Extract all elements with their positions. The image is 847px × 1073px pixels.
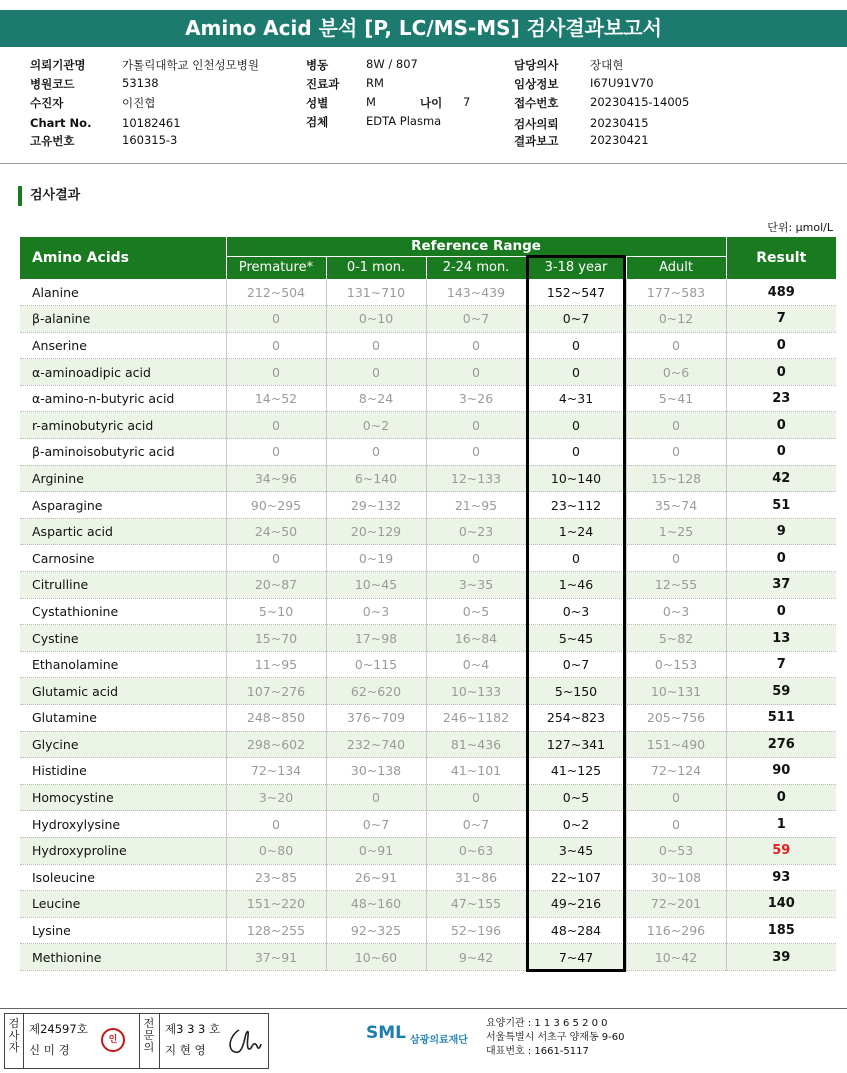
reference-range-cell: 12~55 [626, 572, 726, 599]
reference-range-cell: 0 [226, 306, 326, 333]
info-label-receipt-no: 접수번호 [514, 96, 559, 110]
table-row [20, 518, 836, 545]
reference-range-cell: 0~63 [426, 837, 526, 864]
result-value: 511 [726, 705, 836, 732]
reference-range-cell: 30~108 [626, 864, 726, 891]
reference-range-cell: 0 [626, 545, 726, 572]
reference-range-cell: 62~620 [326, 678, 426, 705]
info-label-department: 진료과 [306, 77, 340, 91]
reference-range-cell: 35~74 [626, 492, 726, 519]
reference-range-cell: 48~284 [526, 917, 626, 944]
info-label-report-date: 결과보고 [514, 134, 559, 148]
results-table [20, 237, 836, 971]
reference-range-cell: 9~42 [426, 944, 526, 971]
info-label-doctor: 담당의사 [514, 58, 559, 72]
reference-range-cell: 0 [526, 545, 626, 572]
reference-range-cell: 0 [426, 784, 526, 811]
table-row [20, 758, 836, 785]
result-value: 0 [726, 412, 836, 439]
reference-range-cell: 29~132 [326, 492, 426, 519]
reference-range-cell: 0~2 [526, 811, 626, 838]
reference-range-cell: 152~547 [526, 279, 626, 306]
reference-range-cell: 298~602 [226, 731, 326, 758]
reference-range-cell: 0 [626, 332, 726, 359]
table-row [20, 332, 836, 359]
table-row [20, 678, 836, 705]
reference-range-cell: 6~140 [326, 465, 426, 492]
table-row [20, 545, 836, 572]
reference-range-cell: 0~4 [426, 651, 526, 678]
result-value: 0 [726, 545, 836, 572]
reference-range-cell: 131~710 [326, 279, 426, 306]
sml-logo-sub: 삼광의료재단 [410, 1035, 468, 1046]
amino-acid-name: α-aminoadipic acid [20, 359, 226, 386]
tester-label: 검사자 [8, 1017, 20, 1054]
info-value-institution: 가톨릭대학교 인천성모병원 [122, 58, 259, 72]
reference-range-cell: 0~153 [626, 651, 726, 678]
reference-range-cell: 1~25 [626, 518, 726, 545]
result-value: 0 [726, 332, 836, 359]
reference-range-cell: 0 [526, 439, 626, 466]
table-row [20, 705, 836, 732]
info-label-sex: 성별 [306, 96, 329, 110]
table-row [20, 891, 836, 918]
amino-acid-name: Histidine [20, 758, 226, 785]
info-label-unique-no: 고유번호 [30, 134, 75, 148]
reference-range-cell: 232~740 [326, 731, 426, 758]
reference-range-cell: 34~96 [226, 465, 326, 492]
reference-range-cell: 48~160 [326, 891, 426, 918]
amino-acid-name: Isoleucine [20, 864, 226, 891]
reference-range-cell: 0 [526, 359, 626, 386]
reference-range-cell: 20~129 [326, 518, 426, 545]
info-value-age: 7 [463, 95, 471, 109]
reference-range-cell: 248~850 [226, 705, 326, 732]
reference-range-cell: 37~91 [226, 944, 326, 971]
reference-range-cell: 0 [326, 332, 426, 359]
result-value: 39 [726, 944, 836, 971]
reference-range-cell: 72~134 [226, 758, 326, 785]
footer [0, 1008, 847, 1070]
col-header-reference-range: Reference Range [226, 237, 726, 256]
amino-acid-name: Methionine [20, 944, 226, 971]
info-value-specimen: EDTA Plasma [366, 114, 442, 128]
reference-range-cell: 52~196 [426, 917, 526, 944]
result-value: 23 [726, 385, 836, 412]
reference-range-cell: 0 [226, 332, 326, 359]
table-row [20, 811, 836, 838]
reference-range-cell: 0 [526, 412, 626, 439]
reference-range-cell: 0~12 [626, 306, 726, 333]
amino-acid-name: Glutamine [20, 705, 226, 732]
reference-range-cell: 0~7 [526, 306, 626, 333]
patient-info [0, 55, 847, 155]
reference-range-cell: 4~31 [526, 385, 626, 412]
info-label-specimen: 검체 [306, 115, 329, 129]
result-value: 9 [726, 518, 836, 545]
reference-range-cell: 10~60 [326, 944, 426, 971]
reference-range-cell: 17~98 [326, 625, 426, 652]
reference-range-cell: 1~46 [526, 572, 626, 599]
table-row [20, 439, 836, 466]
reference-range-cell: 10~131 [626, 678, 726, 705]
reference-range-cell: 0~3 [326, 598, 426, 625]
table-row [20, 864, 836, 891]
contact-info [486, 1017, 625, 1059]
reference-range-cell: 0 [226, 359, 326, 386]
col-header-3-18-year: 3-18 year [526, 256, 626, 279]
col-header-0-1-mon: 0-1 mon. [326, 256, 426, 279]
reference-range-cell: 90~295 [226, 492, 326, 519]
table-row [20, 598, 836, 625]
reference-range-cell: 0~3 [626, 598, 726, 625]
reference-range-cell: 151~220 [226, 891, 326, 918]
reference-range-cell: 0 [626, 784, 726, 811]
reference-range-cell: 0 [426, 359, 526, 386]
reference-range-cell: 41~125 [526, 758, 626, 785]
reference-range-cell: 254~823 [526, 705, 626, 732]
reference-range-cell: 0~53 [626, 837, 726, 864]
col-header-adult: Adult [626, 256, 726, 279]
table-row [20, 625, 836, 652]
reference-range-cell: 0~7 [526, 651, 626, 678]
amino-acid-name: Lysine [20, 917, 226, 944]
table-row [20, 944, 836, 971]
table-row [20, 572, 836, 599]
seal-stamp-icon: 인 [101, 1028, 125, 1052]
amino-acid-name: β-alanine [20, 306, 226, 333]
reference-range-cell: 0~2 [326, 412, 426, 439]
reference-range-cell: 24~50 [226, 518, 326, 545]
result-value: 51 [726, 492, 836, 519]
age-group-highlight-box [526, 255, 626, 972]
amino-acid-name: r-aminobutyric acid [20, 412, 226, 439]
info-label-request-date: 검사의뢰 [514, 117, 559, 131]
amino-acid-name: Asparagine [20, 492, 226, 519]
reference-range-cell: 246~1182 [426, 705, 526, 732]
amino-acid-name: Hydroxyproline [20, 837, 226, 864]
amino-acid-name: Leucine [20, 891, 226, 918]
info-label-chart-no: Chart No. [30, 116, 92, 130]
reference-range-cell: 5~41 [626, 385, 726, 412]
reference-range-cell: 0 [226, 412, 326, 439]
reference-range-cell: 31~86 [426, 864, 526, 891]
reference-range-cell: 10~42 [626, 944, 726, 971]
info-value-clinical-info: I67U91V70 [590, 76, 654, 90]
info-value-receipt-no: 20230415-14005 [590, 95, 690, 109]
reference-range-cell: 0~7 [426, 306, 526, 333]
reference-range-cell: 47~155 [426, 891, 526, 918]
info-label-age: 나이 [420, 96, 443, 110]
info-label-clinical-info: 임상정보 [514, 77, 559, 91]
amino-acid-name: Homocystine [20, 784, 226, 811]
result-value: 7 [726, 651, 836, 678]
reference-range-cell: 49~216 [526, 891, 626, 918]
col-header-result: Result [726, 237, 836, 279]
reference-range-cell: 107~276 [226, 678, 326, 705]
reference-range-cell: 0 [226, 439, 326, 466]
reference-range-cell: 116~296 [626, 917, 726, 944]
info-value-request-date: 20230415 [590, 116, 649, 130]
info-label-institution: 의뢰기관명 [30, 58, 86, 72]
reference-range-cell: 0~6 [626, 359, 726, 386]
doctor-license-no: 제3 3 3 호 [165, 1022, 221, 1036]
result-value: 13 [726, 625, 836, 652]
amino-acid-name: Glutamic acid [20, 678, 226, 705]
reference-range-cell: 0 [426, 545, 526, 572]
col-header-2-24-mon: 2-24 mon. [426, 256, 526, 279]
result-value: 59 [726, 837, 836, 864]
table-row [20, 412, 836, 439]
reference-range-cell: 0~3 [526, 598, 626, 625]
table-row [20, 359, 836, 386]
reference-range-cell: 0 [626, 412, 726, 439]
reference-range-cell: 151~490 [626, 731, 726, 758]
reference-range-cell: 0~19 [326, 545, 426, 572]
reference-range-cell: 143~439 [426, 279, 526, 306]
result-value: 0 [726, 439, 836, 466]
col-header-amino-acids: Amino Acids [20, 237, 226, 279]
amino-acid-name: Citrulline [20, 572, 226, 599]
reference-range-cell: 128~255 [226, 917, 326, 944]
reference-range-cell: 0 [226, 811, 326, 838]
reference-range-cell: 81~436 [426, 731, 526, 758]
reference-range-cell: 0 [626, 811, 726, 838]
reference-range-cell: 15~128 [626, 465, 726, 492]
amino-acid-name: Aspartic acid [20, 518, 226, 545]
result-value: 1 [726, 811, 836, 838]
result-value: 42 [726, 465, 836, 492]
table-row [20, 731, 836, 758]
reference-range-cell: 0 [226, 545, 326, 572]
result-value: 185 [726, 917, 836, 944]
reference-range-cell: 0~5 [426, 598, 526, 625]
amino-acid-name: Alanine [20, 279, 226, 306]
reference-range-cell: 3~45 [526, 837, 626, 864]
col-header-premature: Premature* [226, 256, 326, 279]
reference-range-cell: 11~95 [226, 651, 326, 678]
reference-range-cell: 1~24 [526, 518, 626, 545]
result-value: 489 [726, 279, 836, 306]
amino-acid-name: Glycine [20, 731, 226, 758]
amino-acid-name: Carnosine [20, 545, 226, 572]
result-value: 90 [726, 758, 836, 785]
result-value: 0 [726, 598, 836, 625]
amino-acid-name: Arginine [20, 465, 226, 492]
reference-range-cell: 0~115 [326, 651, 426, 678]
amino-acid-name: Cystathionine [20, 598, 226, 625]
tester-license-no: 제24597호 [29, 1022, 88, 1036]
reference-range-cell: 30~138 [326, 758, 426, 785]
reference-range-cell: 0 [426, 332, 526, 359]
reference-range-cell: 22~107 [526, 864, 626, 891]
result-value: 7 [726, 306, 836, 333]
reference-range-cell: 0 [426, 412, 526, 439]
table-row [20, 279, 836, 306]
info-value-hospital-code: 53138 [122, 76, 159, 90]
sig-divider [159, 1014, 160, 1068]
info-value-department: RM [366, 76, 384, 90]
reference-range-cell: 5~82 [626, 625, 726, 652]
reference-range-cell: 0~80 [226, 837, 326, 864]
table-row [20, 837, 836, 864]
reference-range-cell: 0 [326, 784, 426, 811]
reference-range-cell: 205~756 [626, 705, 726, 732]
reference-range-cell: 0 [326, 439, 426, 466]
sig-divider [23, 1014, 24, 1068]
reference-range-cell: 0 [626, 439, 726, 466]
reference-range-cell: 72~124 [626, 758, 726, 785]
table-row [20, 651, 836, 678]
report-title: Amino Acid 분석 [P, LC/MS-MS] 검사결과보고서 [0, 10, 847, 47]
amino-acid-name: α-amino-n-butyric acid [20, 385, 226, 412]
unit-label: 단위: μmol/L [767, 221, 833, 234]
reference-range-cell: 0~23 [426, 518, 526, 545]
result-value: 0 [726, 784, 836, 811]
reference-range-cell: 26~91 [326, 864, 426, 891]
reference-range-cell: 0~7 [326, 811, 426, 838]
reference-range-cell: 15~70 [226, 625, 326, 652]
reference-range-cell: 127~341 [526, 731, 626, 758]
result-value: 276 [726, 731, 836, 758]
reference-range-cell: 212~504 [226, 279, 326, 306]
reference-range-cell: 5~10 [226, 598, 326, 625]
sig-divider [139, 1014, 140, 1068]
info-label-patient: 수진자 [30, 96, 64, 110]
reference-range-cell: 72~201 [626, 891, 726, 918]
reference-range-cell: 5~45 [526, 625, 626, 652]
reference-range-cell: 0~91 [326, 837, 426, 864]
table-row [20, 385, 836, 412]
reference-range-cell: 0~5 [526, 784, 626, 811]
sml-logo: SML [366, 1023, 406, 1043]
reference-range-cell: 3~35 [426, 572, 526, 599]
reference-range-cell: 7~47 [526, 944, 626, 971]
reference-range-cell: 0 [426, 439, 526, 466]
reference-range-cell: 0~10 [326, 306, 426, 333]
doctor-label: 전문의 [143, 1017, 155, 1054]
reference-range-cell: 20~87 [226, 572, 326, 599]
reference-range-cell: 14~52 [226, 385, 326, 412]
info-value-sex: M [366, 95, 376, 109]
reference-range-cell: 0 [326, 359, 426, 386]
amino-acid-name: Hydroxylysine [20, 811, 226, 838]
reference-range-cell: 12~133 [426, 465, 526, 492]
reference-range-cell: 10~140 [526, 465, 626, 492]
info-value-chart-no: 10182461 [122, 116, 181, 130]
result-value: 0 [726, 359, 836, 386]
reference-range-cell: 10~133 [426, 678, 526, 705]
reference-range-cell: 0~7 [426, 811, 526, 838]
amino-acid-name: Ethanolamine [20, 651, 226, 678]
result-value: 59 [726, 678, 836, 705]
amino-acid-name: Cystine [20, 625, 226, 652]
reference-range-cell: 16~84 [426, 625, 526, 652]
signature-box [4, 1013, 269, 1069]
result-value: 140 [726, 891, 836, 918]
info-value-ward: 8W / 807 [366, 57, 418, 71]
reference-range-cell: 3~26 [426, 385, 526, 412]
reference-range-cell: 376~709 [326, 705, 426, 732]
result-value: 93 [726, 864, 836, 891]
doctor-name: 지 현 영 [165, 1043, 206, 1057]
reference-range-cell: 23~85 [226, 864, 326, 891]
reference-range-cell: 41~101 [426, 758, 526, 785]
result-value: 37 [726, 572, 836, 599]
divider [0, 163, 847, 164]
info-value-doctor: 장대현 [590, 58, 624, 72]
tester-name: 신 미 경 [29, 1043, 70, 1057]
amino-acid-name: Anserine [20, 332, 226, 359]
reference-range-cell: 92~325 [326, 917, 426, 944]
section-title: 검사결과 [18, 186, 80, 206]
reference-range-cell: 5~150 [526, 678, 626, 705]
info-value-unique-no: 160315-3 [122, 133, 178, 147]
reference-range-cell: 3~20 [226, 784, 326, 811]
reference-range-cell: 0 [526, 332, 626, 359]
reference-range-cell: 10~45 [326, 572, 426, 599]
amino-acid-name: β-aminoisobutyric acid [20, 439, 226, 466]
table-row [20, 465, 836, 492]
info-value-report-date: 20230421 [590, 133, 649, 147]
reference-range-cell: 8~24 [326, 385, 426, 412]
info-label-hospital-code: 병원코드 [30, 77, 75, 91]
info-value-patient: 이진협 [122, 96, 156, 110]
reference-range-cell: 177~583 [626, 279, 726, 306]
table-row [20, 492, 836, 519]
reference-range-cell: 21~95 [426, 492, 526, 519]
contact-line: 서울특별시 서초구 양재동 9-60 [486, 1032, 625, 1043]
table-row [20, 306, 836, 333]
signature-icon [225, 1024, 263, 1058]
reference-range-cell: 23~112 [526, 492, 626, 519]
contact-line: 요양기관 : 1 1 3 6 5 2 0 0 [486, 1018, 608, 1029]
table-row [20, 784, 836, 811]
contact-line: 대표번호 : 1661-5117 [486, 1046, 589, 1057]
table-row [20, 917, 836, 944]
info-label-ward: 병동 [306, 58, 329, 72]
